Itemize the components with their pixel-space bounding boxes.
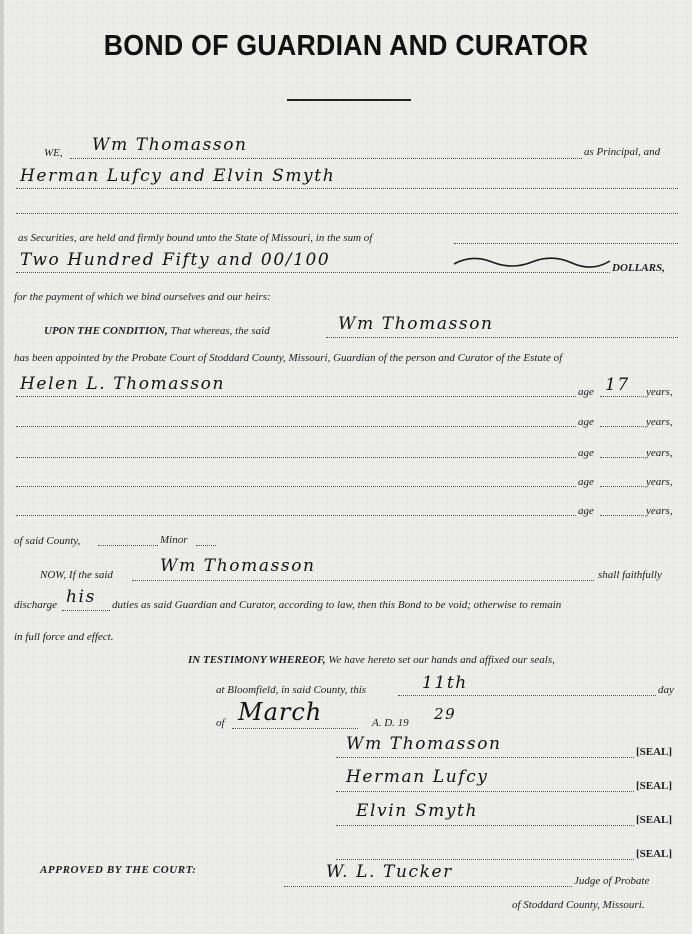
years-label-2: years, — [646, 416, 673, 428]
ad-label: A. D. 19 — [372, 717, 409, 729]
sum-line-a — [454, 243, 678, 244]
upon-bold: UPON THE CONDITION, — [44, 325, 168, 337]
upon-condition — [44, 325, 270, 337]
approved-label: APPROVED BY THE COURT: — [40, 864, 197, 876]
signature-1: Wm Thomasson — [346, 734, 502, 754]
now-name-handwriting: Wm Thomasson — [160, 556, 316, 576]
upon-rest: That whereas, the said — [170, 325, 270, 337]
ward-line-2 — [16, 426, 576, 427]
title-rule — [287, 99, 411, 101]
of-label: of — [216, 717, 225, 729]
pronoun-handwriting: his — [66, 587, 96, 607]
years-label-3: years, — [646, 447, 673, 459]
day-handwriting: 11th — [422, 673, 468, 693]
testimony-rest: We have hereto set our hands and affixed our seals, — [328, 654, 555, 666]
ward-line-3 — [16, 457, 576, 458]
age-label-1: age — [578, 386, 594, 398]
seal-2: [SEAL] — [636, 780, 673, 792]
age-label-3: age — [578, 447, 594, 459]
sig-line-2 — [336, 791, 634, 792]
principal-line — [70, 158, 582, 159]
judge-signature: W. L. Tucker — [326, 862, 453, 882]
years-label-4: years, — [646, 476, 673, 488]
securities-text: as Securities, are held and firmly bound unto the State of Missouri, in the sum of — [18, 232, 373, 244]
age-line-4 — [600, 486, 644, 487]
shall-label: shall faithfully — [598, 569, 662, 581]
age-line-1 — [600, 396, 644, 397]
years-label-1: years, — [646, 386, 673, 398]
appointed-text: has been appointed by the Probate Court of Stoddard County, Missouri, Guardian of the person and Curator of the Estate of — [14, 352, 563, 364]
judge-line — [284, 886, 572, 887]
age-line-5 — [600, 515, 644, 516]
signature-3: Elvin Smyth — [356, 801, 478, 821]
seal-1: [SEAL] — [636, 746, 673, 758]
now-line — [132, 580, 594, 581]
minor-line — [196, 545, 216, 546]
dollars-label: DOLLARS, — [612, 262, 665, 274]
age-label-5: age — [578, 505, 594, 517]
securities-line-2 — [16, 213, 678, 214]
ward-age-handwriting: 17 — [605, 375, 630, 395]
sum-handwriting: Two Hundred Fifty and 00/100 — [20, 250, 331, 270]
judge-label: Judge of Probate — [574, 875, 650, 887]
said-name-handwriting: Wm Thomasson — [338, 314, 494, 334]
sig-line-1 — [336, 757, 634, 758]
said-line — [326, 337, 678, 338]
age-label-2: age — [578, 416, 594, 428]
stoddard-label: of Stoddard County, Missouri. — [512, 899, 645, 911]
bloomfield-text: at Bloomfield, in said County, this — [216, 684, 367, 696]
county-line — [98, 545, 158, 546]
payment-text: for the payment of which we bind ourselves and our heirs: — [14, 291, 271, 303]
full-force-text: in full force and effect. — [14, 631, 114, 643]
years-label-5: years, — [646, 505, 673, 517]
duties-text: duties as said Guardian and Curator, according to law, then this Bond to be void; otherwise to remain — [112, 599, 562, 611]
sum-line — [16, 272, 610, 273]
ward-line-1 — [16, 396, 576, 397]
seal-4: [SEAL] — [636, 848, 673, 860]
age-line-2 — [600, 426, 644, 427]
ward-handwriting: Helen L. Thomasson — [20, 374, 226, 394]
as-principal-label: as Principal, and — [584, 146, 661, 158]
principal-handwriting: Wm Thomasson — [92, 135, 248, 155]
seal-3: [SEAL] — [636, 814, 673, 826]
minor-label: Minor — [160, 534, 188, 546]
discharge-label: discharge — [14, 599, 57, 611]
signature-2: Herman Lufcy — [346, 767, 489, 787]
we-label: WE, — [44, 147, 63, 159]
now-label: NOW, If the said — [40, 569, 113, 581]
age-label-4: age — [578, 476, 594, 488]
day-label: day — [658, 684, 674, 696]
year-handwriting: 29 — [434, 705, 457, 723]
ward-line-4 — [16, 486, 576, 487]
sum-flourish — [452, 252, 612, 272]
securities-line-1 — [16, 188, 678, 189]
month-handwriting: March — [238, 698, 323, 726]
testimony-text — [188, 654, 555, 666]
day-line — [398, 695, 656, 696]
sig-line-4 — [336, 859, 634, 860]
document-title: BOND OF GUARDIAN AND CURATOR — [103, 30, 589, 62]
month-line — [232, 728, 358, 729]
testimony-bold: IN TESTIMONY WHEREOF, — [188, 654, 326, 666]
ward-line-5 — [16, 515, 576, 516]
securities-handwriting: Herman Lufcy and Elvin Smyth — [20, 166, 336, 186]
pronoun-line — [62, 610, 110, 611]
sig-line-3 — [336, 825, 634, 826]
age-line-3 — [600, 457, 644, 458]
page-edge — [0, 0, 4, 934]
said-county-label: of said County, — [14, 535, 81, 547]
